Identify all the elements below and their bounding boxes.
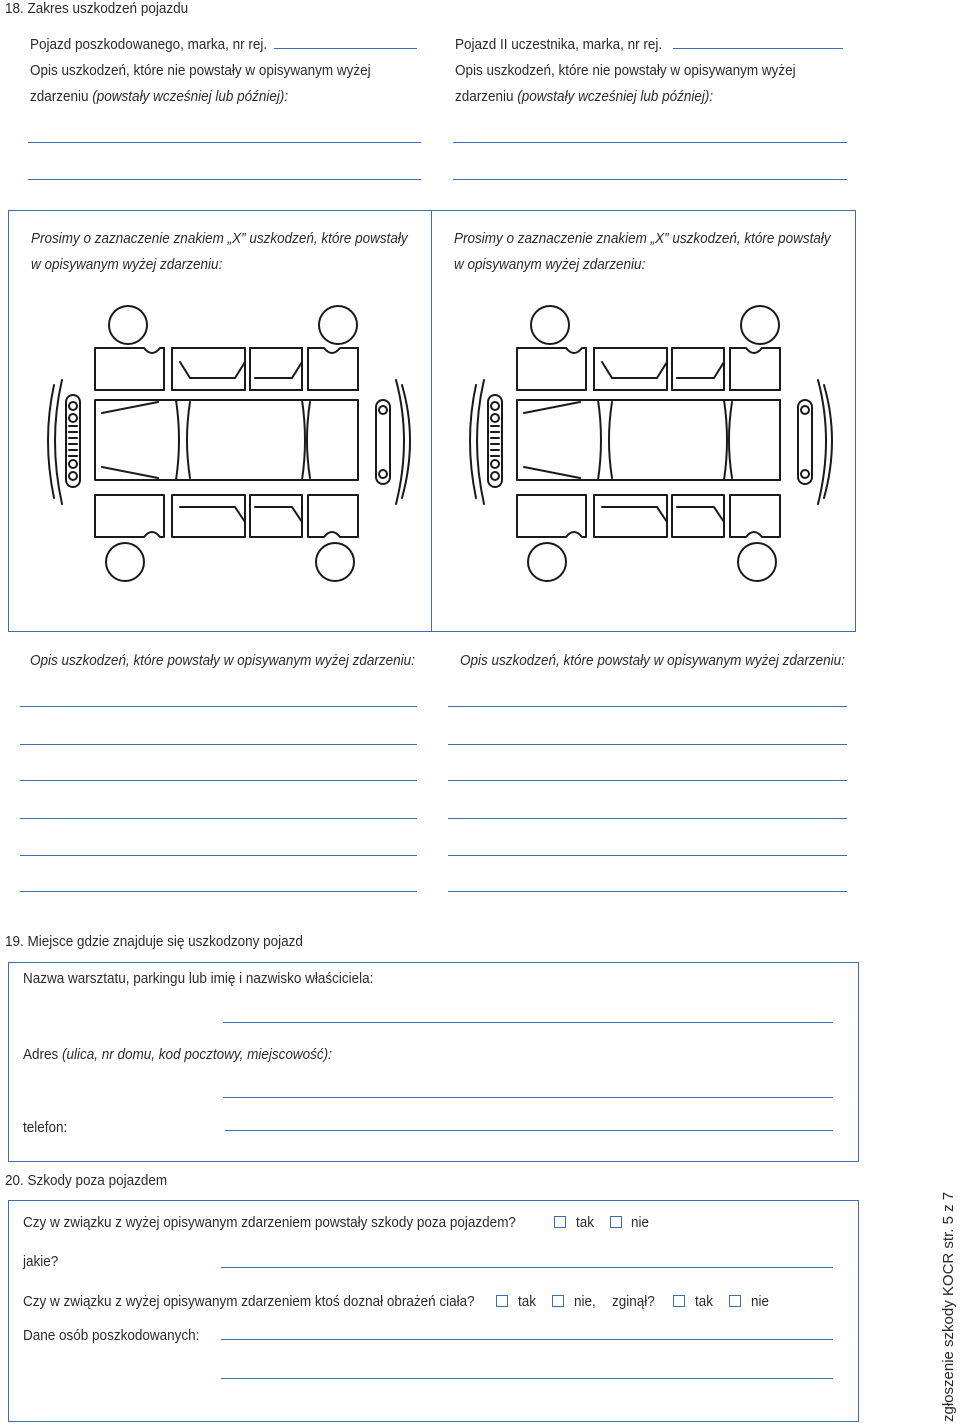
left-damage-desc-line[interactable] [20,891,417,892]
left-damage-desc-line[interactable] [20,855,417,856]
vehicle-location-box [8,962,859,1162]
injury-question: Czy w związku z wyżej opisywanym zdarzeniem ktoś doznał obrażeń ciała? [23,1293,475,1310]
left-damage-desc-label: Opis uszkodzeń, które powstały w opisywanym wyżej zdarzeniu: [30,652,415,669]
property-damage-no-checkbox[interactable] [610,1216,622,1228]
address-label: Adres (ulica, nr domu, kod pocztowy, miejscowość): [23,1046,332,1063]
left-prior-damage-label-2: zdarzeniu (powstały wcześniej lub później): [30,88,289,105]
phone-field[interactable] [225,1130,833,1131]
left-prior-damage-label-1: Opis uszkodzeń, które nie powstały w opisywanym wyżej [30,62,371,79]
injury-no-checkbox[interactable] [552,1295,564,1307]
right-damage-desc-line[interactable] [448,744,847,745]
left-vehicle-field[interactable] [274,48,417,49]
address-field[interactable] [223,1097,833,1098]
section-19-title: 19. Miejsce gdzie znajduje się uszkodzony pojazd [5,933,303,950]
page-footer-note: zgłoszenie szkody KOCR str. 5 z 7 [940,1191,957,1422]
property-damage-yes-label: tak [576,1214,595,1231]
left-diagram-prompt-2: w opisywanym wyżej zdarzeniu: [31,256,223,273]
left-damage-desc-line[interactable] [20,744,417,745]
injury-no-label: nie, [574,1293,596,1310]
right-diagram-prompt-1: Prosimy o zaznaczenie znakiem „X” uszkodzeń, które powstały [454,230,831,247]
right-damage-desc-line[interactable] [448,855,847,856]
right-diagram-prompt-2: w opisywanym wyżej zdarzeniu: [454,256,646,273]
property-damage-question: Czy w związku z wyżej opisywanym zdarzeniem powstały szkody poza pojazdem? [23,1214,516,1231]
right-damage-desc-line[interactable] [448,706,847,707]
what-damage-field[interactable] [221,1267,833,1268]
left-diagram-prompt-1: Prosimy o zaznaczenie znakiem „X” uszkodzeń, które powstały [31,230,408,247]
right-damage-desc-line[interactable] [448,818,847,819]
right-damage-desc-label: Opis uszkodzeń, które powstały w opisywanym wyżej zdarzeniu: [460,652,845,669]
died-yes-label: tak [695,1293,714,1310]
died-label: zginął? [612,1293,655,1310]
right-vehicle-field[interactable] [673,48,843,49]
injury-yes-label: tak [518,1293,537,1310]
section-20-title: 20. Szkody poza pojazdem [5,1172,168,1189]
left-damage-desc-line[interactable] [20,780,417,781]
section-18-title: 18. Zakres uszkodzeń pojazdu [5,0,189,17]
victims-field-1[interactable] [221,1339,833,1340]
right-damage-desc-line[interactable] [448,780,847,781]
left-damage-desc-line[interactable] [20,818,417,819]
died-no-label: nie [751,1293,770,1310]
external-damage-box [8,1200,859,1422]
right-prior-damage-line-1[interactable] [453,142,847,143]
right-prior-damage-label-2: zdarzeniu (powstały wcześniej lub później): [455,88,714,105]
victims-field-2[interactable] [221,1378,833,1379]
right-car-damage-diagram[interactable] [462,300,842,585]
left-prior-damage-line-1[interactable] [28,142,421,143]
workshop-label: Nazwa warsztatu, parkingu lub imię i nazwisko właściciela: [23,970,374,987]
left-prior-damage-line-2[interactable] [28,179,421,180]
injury-yes-checkbox[interactable] [496,1295,508,1307]
workshop-field[interactable] [223,1022,833,1023]
right-vehicle-label: Pojazd II uczestnika, marka, nr rej. [455,36,663,53]
property-damage-yes-checkbox[interactable] [554,1216,566,1228]
right-prior-damage-line-2[interactable] [453,179,847,180]
left-vehicle-label: Pojazd poszkodowanego, marka, nr rej. [30,36,268,53]
left-damage-desc-line[interactable] [20,706,417,707]
right-prior-damage-label-1: Opis uszkodzeń, które nie powstały w opisywanym wyżej [455,62,796,79]
right-damage-desc-line[interactable] [448,891,847,892]
victims-label: Dane osób poszkodowanych: [23,1327,200,1344]
property-damage-no-label: nie [631,1214,650,1231]
phone-label: telefon: [23,1119,68,1136]
died-yes-checkbox[interactable] [673,1295,685,1307]
what-damage-label: jakie? [23,1253,59,1270]
left-car-damage-diagram[interactable] [40,300,420,585]
died-no-checkbox[interactable] [729,1295,741,1307]
